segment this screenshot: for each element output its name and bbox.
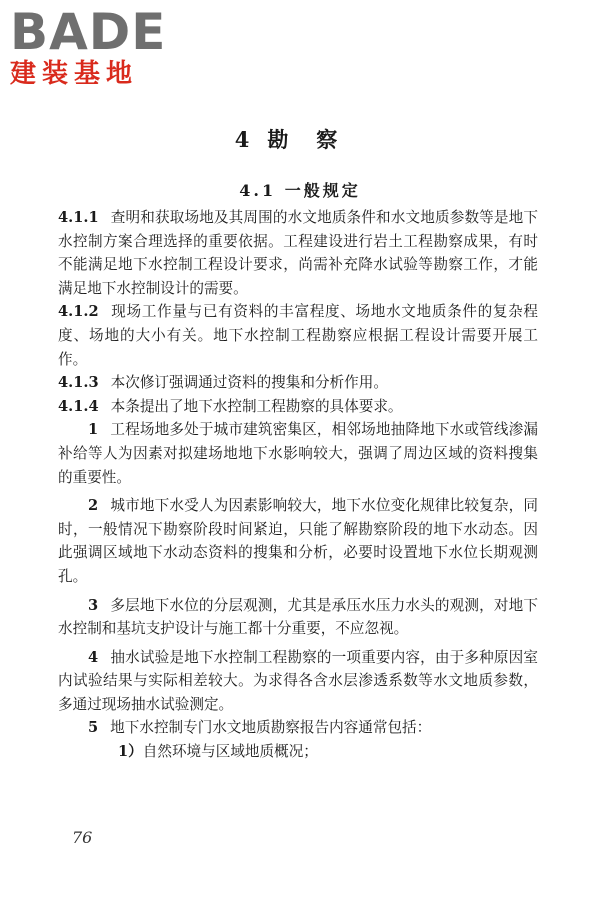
section-number: 4.1 [239,181,277,200]
item-5: 5 地下水控制专门水文地质勘察报告内容通常包括： [88,719,432,737]
logo [10,3,180,90]
item-1: 1 工程场地多处于城市建筑密集区，相邻场地抽降地下水或管线渗漏补给等人为因素对拟建场地地下水影响较大，强调了周边区域的资料搜集的重要性。 [58,421,538,486]
logo-chinese-name: 建装基地 [10,59,139,89]
clause-4-1-2: 4.1.2 现场工作量与已有资料的丰富程度、场地水文地质条件的复杂程度、场地的大小有关。地下水控制工程勘察应根据工程设计需要开展工作。 [58,303,538,368]
chapter-number: 4 [234,127,252,152]
clause-4-1-4: 4.1.4 本条提出了地下水控制工程勘察的具体要求。 [58,397,403,415]
page-number: 76 [72,828,93,847]
section-title: 一般规定 [284,181,361,200]
item-4: 4 抽水试验是地下水控制工程勘察的一项重要内容，由于多种原因室内试验结果与实际相差较大。为求得各含水层渗透系数等水文地质参数，多通过现场抽水试验测定。 [58,648,538,713]
item-3: 3 多层地下水位的分层观测，尤其是承压水压力水头的观测，对地下水控制和基坑支护设计与施工都十分重要，不应忽视。 [58,596,538,638]
item-2: 2 城市地下水受人为因素影响较大，地下水位变化规律比较复杂，同时，一般情况下勘察阶段时间紧迫，只能了解勘察阶段的地下水动态。因此强调区域地下水动态资料的搜集和分析，必要时设置地下水位长期观测孔。 [58,497,538,585]
chapter-heading [0,124,600,154]
chapter-title: 勘察 [267,127,366,152]
sub-item-1: 1）自然环境与区域地质概况； [118,743,318,761]
body-text [58,206,538,764]
clause-4-1-3: 4.1.3 本次修订强调通过资料的搜集和分析作用。 [58,374,388,392]
logo-wordmark: BADE [10,3,167,61]
clause-4-1-1: 4.1.1 查明和获取场地及其周围的水文地质条件和水文地质参数等是地下水控制方案合理选择的重要依据。工程建设进行岩土工程勘察成果，有时不能满足地下水控制工程设计要求，尚需补充降水试验等勘察工作，才能满足地下水控制设计的需要。 [58,209,538,297]
section-heading [0,178,600,201]
